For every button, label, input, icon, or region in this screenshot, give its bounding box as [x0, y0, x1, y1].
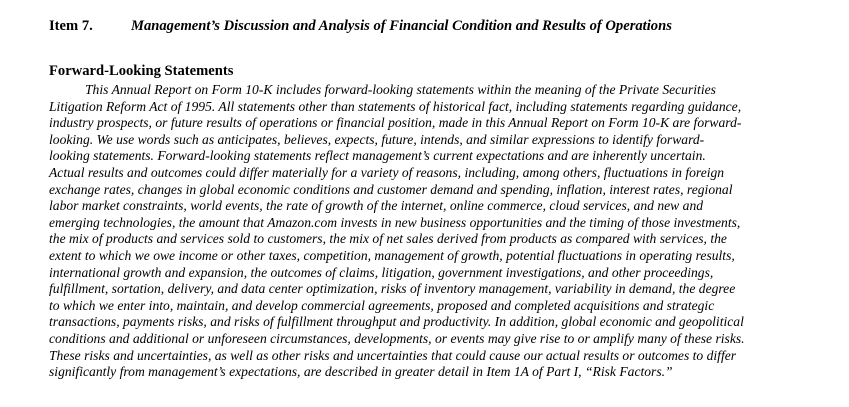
- section-heading: Forward-Looking Statements: [49, 63, 234, 79]
- paragraph-line: exchange rates, changes in global economic conditions and customer demand and spending, inflation, interest rates, regional: [49, 181, 733, 197]
- paragraph-line: fulfillment, sortation, delivery, and data center optimization, risks of inventory management, variability in demand, the degree: [49, 281, 736, 297]
- item-header: [49, 17, 672, 35]
- paragraph-line: looking. We use words such as anticipates, believes, expects, future, intends, and similar expressions to identify forward-: [49, 131, 705, 147]
- paragraph-line: industry prospects, or future results of operations or financial position, made in this Annual Report on Form 10-K are forward-: [49, 115, 742, 131]
- paragraph-line: international growth and expansion, the outcomes of claims, litigation, government investigations, and other proceedings,: [49, 264, 714, 280]
- paragraph-line: transactions, payments risks, and risks of fulfillment throughput and productivity. In addition, global economic and geopolitical: [49, 314, 744, 330]
- paragraph-line: emerging technologies, the amount that Amazon.com invests in new business opportunities and the timing of those investments,: [49, 214, 741, 230]
- paragraph-line: These risks and uncertainties, as well as other risks and uncertainties that could cause our actual results or outcomes to differ: [49, 347, 737, 363]
- paragraph-line: This Annual Report on Form 10-K includes forward-looking statements within the meaning of the Private Securities: [85, 82, 716, 97]
- paragraph-line: looking statements. Forward-looking statements reflect management’s current expectations and are inherently uncertain.: [49, 148, 706, 164]
- paragraph-line: to which we enter into, maintain, and develop commercial agreements, proposed and completed acquisitions and strategic: [49, 297, 715, 313]
- paragraph-line: Actual results and outcomes could differ materially for a variety of reasons, including, among others, fluctuations in foreign: [49, 164, 725, 180]
- paragraph-line: labor market constraints, world events, the rate of growth of the internet, online commerce, cloud services, and new and: [49, 198, 704, 214]
- paragraph-line: conditions and additional or unforeseen circumstances, developments, or events may give rise to or amplify many of these risks.: [49, 330, 745, 346]
- paragraph-line: Litigation Reform Act of 1995. All statements other than statements of historical fact, including statements regarding guidance,: [49, 98, 742, 114]
- paragraph-line: the mix of products and services sold to customers, the mix of net sales derived from products as compared with services, the: [49, 231, 727, 247]
- paragraph-line: extent to which we owe income or other taxes, competition, management of growth, potential fluctuations in operating results,: [49, 247, 735, 263]
- forward-looking-paragraph: [49, 82, 819, 381]
- item-title: Management’s Discussion and Analysis of Financial Condition and Results of Operations: [131, 18, 672, 34]
- paragraph-line: significantly from management’s expectations, are described in greater detail in Item 1A of Part I, “Risk Factors.”: [49, 364, 673, 380]
- item-number: Item 7.: [49, 18, 93, 34]
